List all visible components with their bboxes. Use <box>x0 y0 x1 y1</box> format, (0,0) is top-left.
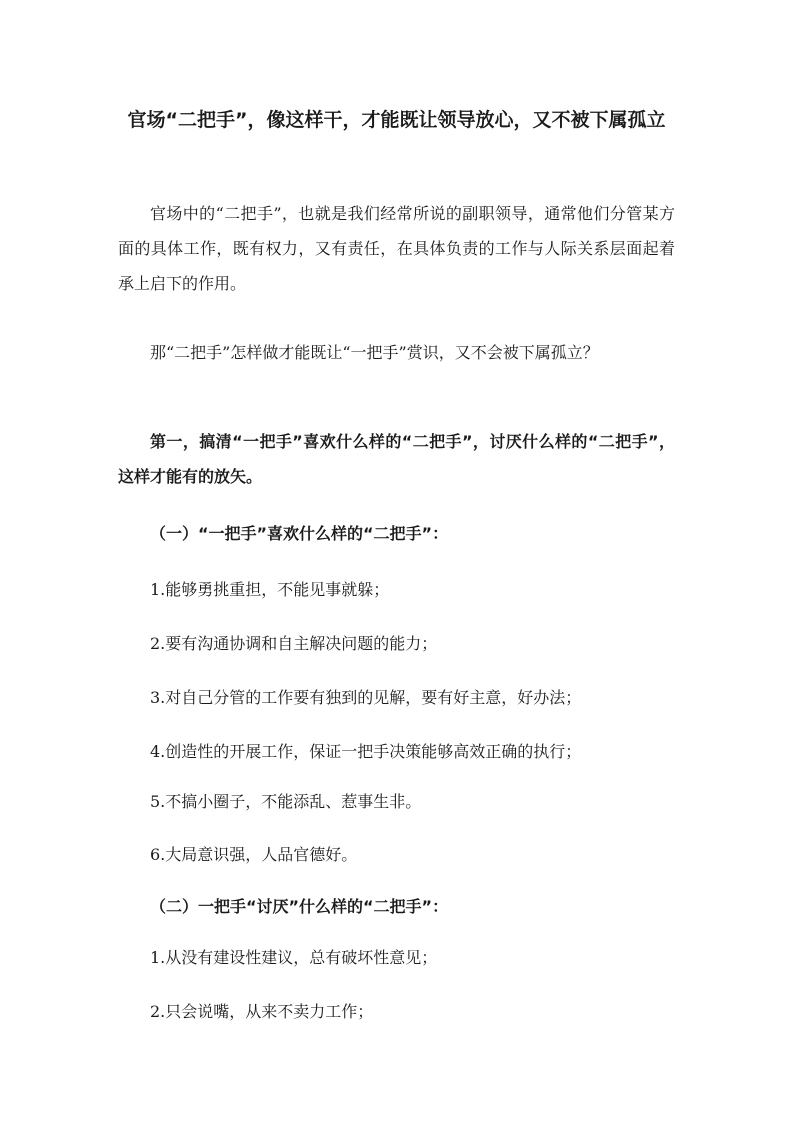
likes-item-5: 5.不搞小圈子，不能添乱、惹事生非。 <box>150 792 422 811</box>
likes-item-3: 3.对自己分管的工作要有独到的见解，要有好主意，好办法； <box>150 688 582 707</box>
likes-item-1: 1.能够勇挑重担，不能见事就躲； <box>150 580 390 599</box>
question-paragraph: 那“二把手”怎样做才能既让“一把手”赏识，又不会被下属孤立？ <box>150 343 599 362</box>
dislikes-item-2: 2.只会说嘴，从来不卖力工作； <box>150 1002 374 1021</box>
likes-item-6: 6.大局意识强，人品官德好。 <box>150 845 358 864</box>
likes-item-4: 4.创造性的开展工作，保证一把手决策能够高效正确的执行； <box>150 742 582 761</box>
likes-item-2: 2.要有沟通协调和自主解决问题的能力； <box>150 634 438 653</box>
article-title: 官场“二把手”，像这样干，才能既让领导放心，又不被下属孤立 <box>127 109 666 131</box>
intro-paragraph: 官场中的“二把手”，也就是我们经常所说的副职领导，通常他们分管某方面的具体工作，既有权力，又有责任，在具体负责的工作与人际关系层面起着承上启下的作用。 <box>118 204 675 293</box>
likes-subheading: （一）“一把手”喜欢什么样的“二把手”： <box>150 524 449 543</box>
section-1-heading: 第一，搞清“一把手”喜欢什么样的“二把手”，讨厌什么样的“二把手”，这样才能有的放矢。 <box>118 432 675 486</box>
dislikes-item-1: 1.从没有建设性建议，总有破坏性意见； <box>150 948 438 967</box>
dislikes-subheading: （二）一把手“讨厌”什么样的“二把手”： <box>150 897 449 916</box>
